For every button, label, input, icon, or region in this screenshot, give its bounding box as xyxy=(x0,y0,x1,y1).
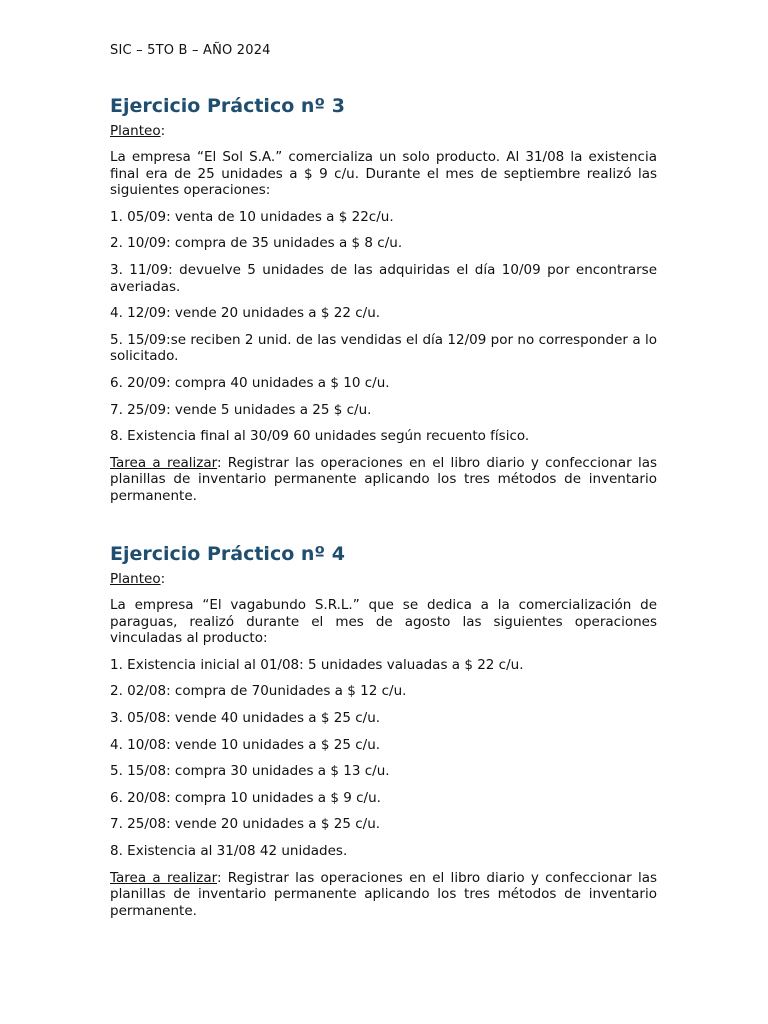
list-item: 7. 25/08: vende 20 unidades a $ 25 c/u. xyxy=(110,816,381,833)
list-item: 8. Existencia al 31/08 42 unidades. xyxy=(110,842,348,859)
list-item: 1. Existencia inicial al 01/08: 5 unidades valuadas a $ 22 c/u. xyxy=(110,656,524,673)
list-item: 3. 05/08: vende 40 unidades a $ 25 c/u. xyxy=(110,709,381,726)
task-label: Tarea a realizar xyxy=(110,869,217,886)
list-item: 4. 10/08: vende 10 unidades a $ 25 c/u. xyxy=(110,736,381,753)
task-label: Tarea a realizar xyxy=(110,454,217,471)
exercise-title: Ejercicio Práctico nº 3 xyxy=(110,95,345,117)
list-item: 6. 20/08: compra 10 unidades a $ 9 c/u. xyxy=(110,789,381,806)
exercise-4 xyxy=(110,542,657,919)
list-item: 6. 20/09: compra 40 unidades a $ 10 c/u. xyxy=(110,374,390,391)
list-item: 7. 25/09: vende 5 unidades a 25 $ c/u. xyxy=(110,401,372,418)
planteo-label: Planteo: xyxy=(110,571,166,587)
list-item: 8. Existencia final al 30/09 60 unidades según recuento físico. xyxy=(110,428,530,445)
document-header: SIC – 5TO B – AÑO 2024 xyxy=(110,43,271,58)
exercise-intro: La empresa “El Sol S.A.” comercializa un solo producto. Al 31/08 la existencia final era de 25 unidades a $ 9 c/u. Durante el mes de septiembre realizó las siguientes operaciones: xyxy=(110,149,657,199)
list-item: 5. 15/08: compra 30 unidades a $ 13 c/u. xyxy=(110,763,390,780)
task-text: : Registrar las operaciones en el libro diario y confeccionar las planillas de inventario permanente aplicando los tres métodos de inventario permanente. xyxy=(110,454,657,504)
list-item: 3. 11/09: devuelve 5 unidades de las adquiridas el día 10/09 por encontrarse averiadas. xyxy=(110,261,657,295)
exercise-title: Ejercicio Práctico nº 4 xyxy=(110,543,345,565)
list-item: 2. 10/09: compra de 35 unidades a $ 8 c/u. xyxy=(110,235,403,252)
planteo-label: Planteo: xyxy=(110,123,166,139)
exercise-3 xyxy=(110,94,657,505)
exercise-intro: La empresa “El vagabundo S.R.L.” que se dedica a la comercialización de paraguas, realizó durante el mes de agosto las siguientes operaciones vinculadas al producto: xyxy=(110,597,657,647)
task-text: : Registrar las operaciones en el libro diario y confeccionar las planillas de inventario permanente aplicando los tres métodos de inventario permanente. xyxy=(110,869,657,919)
task-paragraph xyxy=(110,870,657,920)
list-item: 5. 15/09:se reciben 2 unid. de las vendidas el día 12/09 por no corresponder a lo solicitado. xyxy=(110,331,657,365)
list-item: 4. 12/09: vende 20 unidades a $ 22 c/u. xyxy=(110,305,381,322)
list-item: 1. 05/09: venta de 10 unidades a $ 22c/u. xyxy=(110,208,394,225)
list-item: 2. 02/08: compra de 70unidades a $ 12 c/u. xyxy=(110,683,407,700)
task-paragraph xyxy=(110,455,657,505)
